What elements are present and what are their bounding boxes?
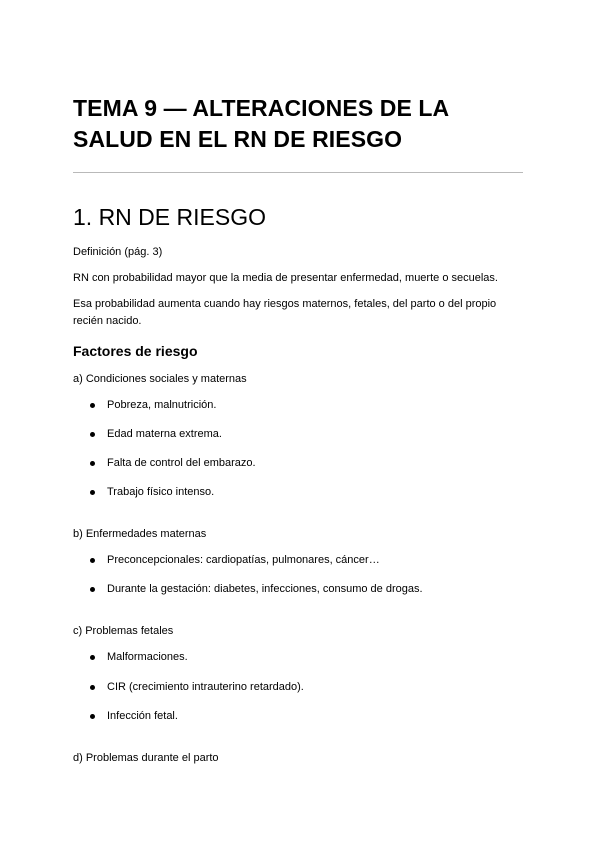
probability-text: Esa probabilidad aumenta cuando hay riesgos maternos, fetales, del parto o del propio recién nacido. [73,298,497,327]
list-item-text: Edad materna extrema. [107,428,222,440]
horizontal-divider [73,172,523,173]
bullet-icon [90,558,95,563]
definition-text: RN con probabilidad mayor que la media de presentar enfermedad, muerte o secuelas. [73,272,498,284]
factors-heading: Factores de riesgo [73,343,198,359]
list-item-text: Trabajo físico intenso. [107,486,215,498]
bullet-icon [90,714,95,719]
definition-label: Definición (pág. 3) [73,246,163,258]
bullet-icon [90,461,95,466]
group-label: b) Enfermedades maternas [73,528,207,540]
section-title: 1. RN DE RIESGO [73,204,266,230]
bullet-icon [90,403,95,408]
group-label: a) Condiciones sociales y maternas [73,373,247,385]
bullet-icon [90,432,95,437]
list-item-text: Infección fetal. [107,710,178,722]
bullet-icon [90,490,95,495]
list-item-text: CIR (crecimiento intrauterino retardado). [107,681,304,693]
list-item-text: Pobreza, malnutrición. [107,399,217,411]
document-title: TEMA 9 — ALTERACIONES DE LA SALUD EN EL RN DE RIESGO [73,95,449,152]
group-label: d) Problemas durante el parto [73,752,219,764]
bullet-icon [90,587,95,592]
list-item-text: Durante la gestación: diabetes, infecciones, consumo de drogas. [107,583,423,595]
group-label: c) Problemas fetales [73,625,174,637]
list-item-text: Falta de control del embarazo. [107,457,256,469]
list-item-text: Malformaciones. [107,651,188,663]
bullet-icon [90,655,95,660]
bullet-icon [90,685,95,690]
list-item-text: Preconcepcionales: cardiopatías, pulmonares, cáncer… [107,554,380,566]
